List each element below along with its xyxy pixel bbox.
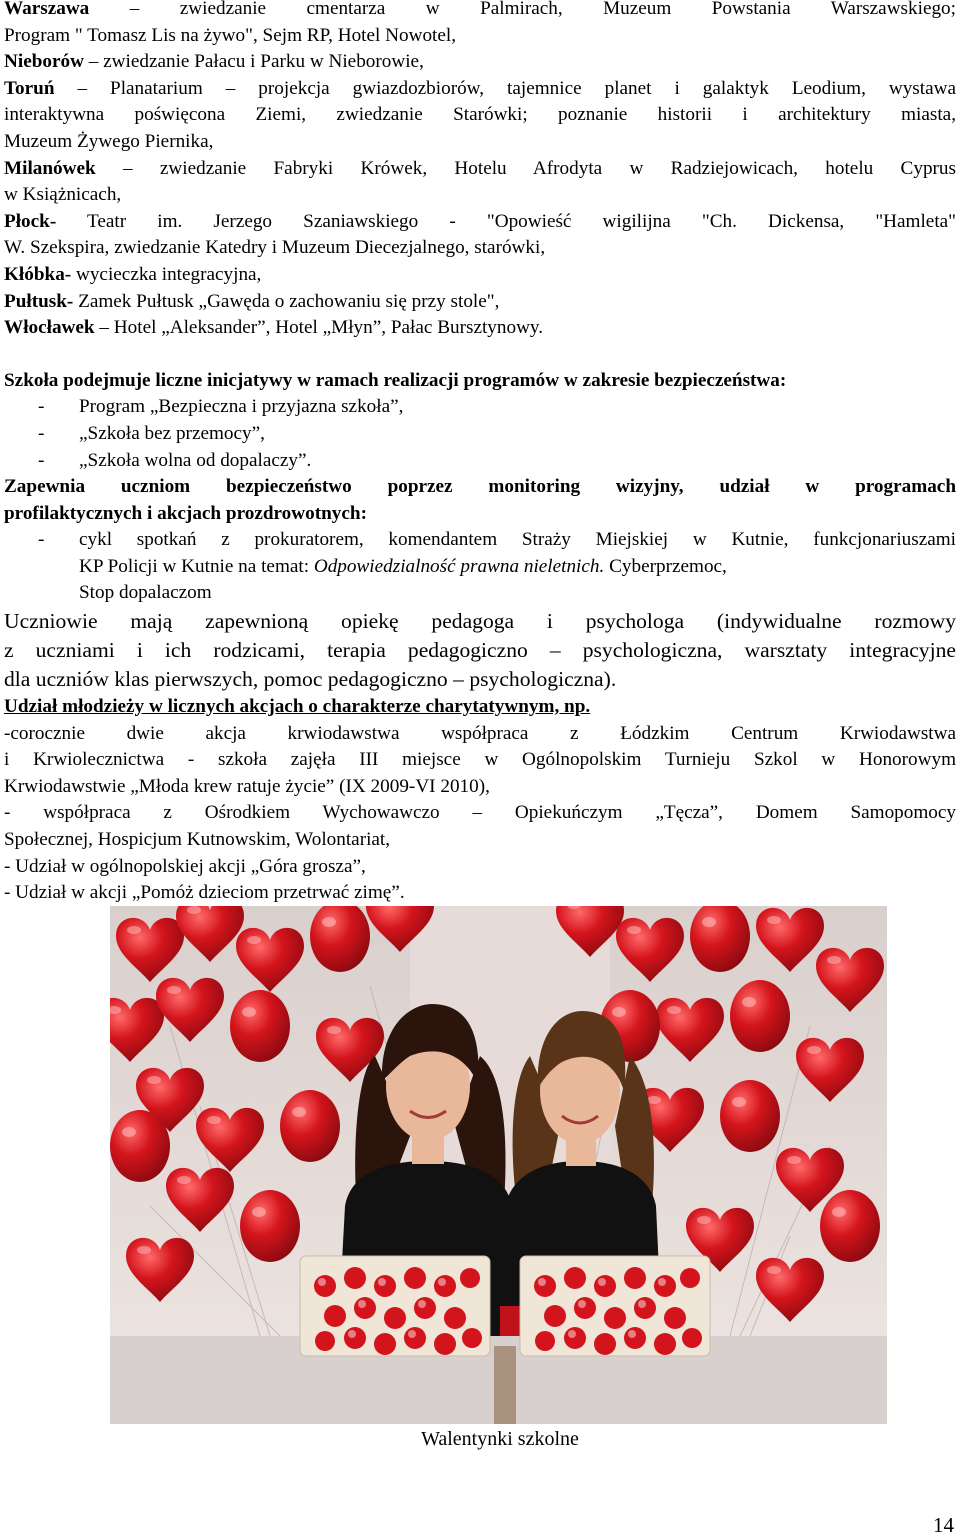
photo-illustration [110, 906, 887, 1424]
tray-left [300, 1256, 490, 1356]
visit-torun: Toruń – Planatarium – projekcja gwiazdozbiorów, tajemnice planet i galaktyk Leodium, wystawa interaktywna poświęcona Ziemi, zwiedzanie Starówki; poznanie historii i architektury miasta, Muzeum Żywego Piernika, [4, 77, 956, 152]
monitoring-item: - cykl spotkań z prokuratorem, komendantem Straży Miejskiej w Kutnie, funkcjonariuszami KP Policji w Kutnie na temat: Odpowiedzialność prawna nieletnich. Cyberprzemoc, Stop dopalaczom [38, 529, 956, 604]
visit-plock: Płock- Teatr im. Jerzego Szaniawskiego - "Opowieść wigilijna "Ch. Dickensa, "Hamleta" W. Szekspira, zwiedzanie Katedry i Muzeum Diecezjalnego, starówki, [4, 210, 956, 259]
safety-heading: Szkoła podejmuje liczne inicjatywy w ramach realizacji programów w zakresie bezpieczeństwa: [4, 369, 787, 391]
visit-warszawa: Warszawa – zwiedzanie cmentarza w Palmirach, Muzeum Powstania Warszawskiego; Program " Tomasz Lis na żywo", Sejm RP, Hotel Nowotel, [4, 0, 956, 46]
monitoring-heading: Zapewnia uczniom bezpieczeństwo poprzez monitoring wizyjny, udział w programach profilaktycznych i akcjach prozdrowotnych: [4, 476, 956, 524]
visit-nieborow: Nieborów – zwiedzanie Pałacu i Parku w Nieborowie, [4, 51, 424, 73]
document-page [4, 0, 956, 907]
visit-pultusk: Pułtusk- Zamek Pułtusk „Gawęda o zachowaniu się przy stole", [4, 290, 500, 312]
visit-klobka: Kłóbka- wycieczka integracyjna, [4, 263, 262, 285]
tray-right [520, 1256, 710, 1356]
safety-item: - Program „Bezpieczna i przyjazna szkoła”, [38, 396, 404, 418]
safety-item: - „Szkoła wolna od dopalaczy”. [38, 449, 312, 471]
city-warszawa: Warszawa [4, 0, 90, 19]
charity-section: Udział młodzieży w licznych akcjach o charakterze charytatywnym, np. -corocznie dwie akcja krwiodawstwa współpraca z Łódzkim Centrum Krwiodawstwa i Krwiolecznictwa - szkoła zajęła III miejsce w Ogólnopolskim Turnieju Szkol w Honorowym Krwiodawstwie „Młoda krew ratuje życie” (IX 2009-VI 2010), - współpraca z Ośrodkiem Wychowawczo – Opiekuńczym „Tęcza”, Domem Samopomocy Społecznej, Hospicjum Kutnowskim, Wolontariat, - Udział w ogólnopolskiej akcji „Góra grosza”, - Udział w akcji „Pomóż dzieciom przetrwać zimę”. [4, 696, 956, 904]
photo-caption: Walentynki szkolne [421, 1428, 579, 1450]
page-number: 14 [933, 1513, 954, 1537]
care-paragraph: Uczniowie mają zapewnioną opiekę pedagoga i psychologa (indywidualne rozmowy z uczniami i ich rodzicami, terapia pedagogiczno – psychologiczna, warsztaty integracyjne dla uczniów klas pierwszych, pomoc pedagogiczno – psychologiczna). [4, 609, 956, 692]
visit-wloclawek: Włocławek – Hotel „Aleksander”, Hotel „Młyn”, Pałac Bursztynowy. [4, 317, 544, 339]
charity-heading: Udział młodzieży w licznych akcjach o charakterze charytatywnym, np. [4, 696, 591, 718]
safety-item: - „Szkoła bez przemocy”, [38, 422, 265, 444]
valentines-photo [110, 906, 887, 1424]
visit-milanowek: Milanówek – zwiedzanie Fabryki Krówek, Hotelu Afrodyta w Radziejowicach, hotelu Cyprus w Książnicach, [4, 157, 956, 206]
